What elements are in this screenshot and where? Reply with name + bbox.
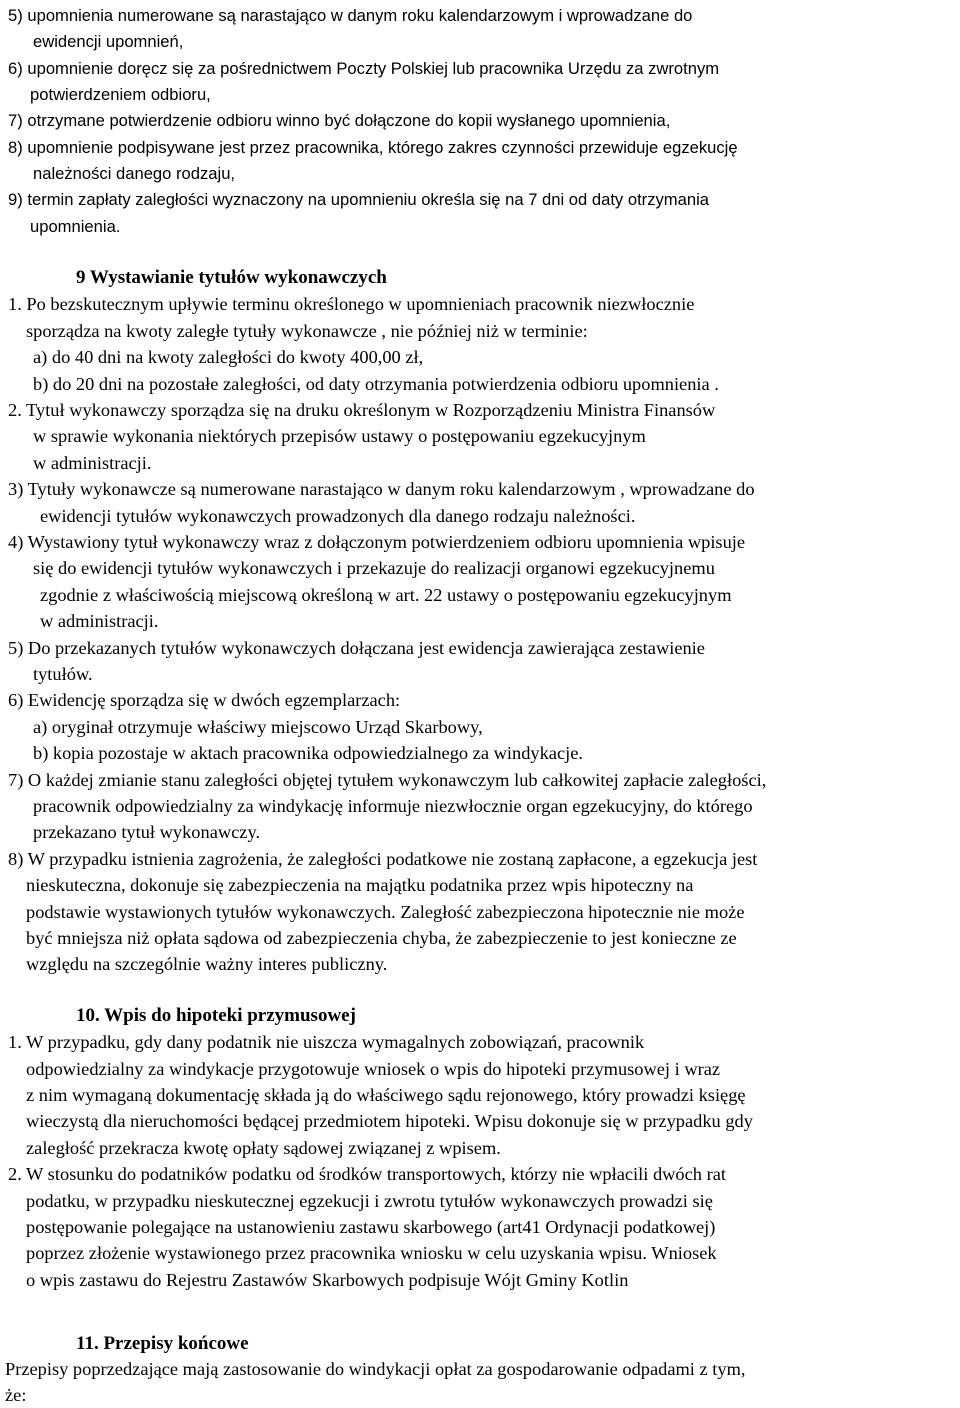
text-line: ewidencji upomnień, bbox=[33, 32, 184, 51]
text-line: względu na szczególnie ważny interes publiczny. bbox=[26, 954, 388, 974]
text-line: Przepisy poprzedzające mają zastosowanie do windykacji opłat za gospodarowanie odpadami z tym, bbox=[5, 1359, 746, 1379]
text-line: przekazano tytuł wykonawczy. bbox=[33, 822, 261, 842]
text-line: należności danego rodzaju, bbox=[33, 164, 236, 183]
text-line: a) oryginał otrzymuje właściwy miejscowo Urząd Skarbowy, bbox=[33, 717, 483, 737]
text-line: sporządza na kwoty zaległe tytuły wykonawcze , nie później niż w terminie: bbox=[26, 321, 588, 341]
text-line: 6) Ewidencję sporządza się w dwóch egzemplarzach: bbox=[8, 690, 401, 710]
text-line: w sprawie wykonania niektórych przepisów ustawy o postępowaniu egzekucyjnym bbox=[33, 426, 646, 446]
text-line: 2. Tytuł wykonawczy sporządza się na druku określonym w Rozporządzeniu Ministra Finansów bbox=[8, 400, 716, 420]
text-line: 7) otrzymane potwierdzenie odbioru winno być dołączone do kopii wysłanego upomnienia, bbox=[8, 111, 671, 130]
text-line: a) do 40 dni na kwoty zaległości do kwoty 400,00 zł, bbox=[33, 347, 424, 367]
text-line: tytułów. bbox=[33, 664, 93, 684]
text-line: być mniejsza niż opłata sądowa od zabezpieczenia chyba, że zabezpieczenie to jest konieczne ze bbox=[26, 928, 737, 948]
text-line: postępowanie polegające na ustanowieniu zastawu skarbowego (art41 Ordynacji podatkowej) bbox=[26, 1217, 716, 1237]
text-line: upomnienia. bbox=[30, 217, 121, 236]
text-line: 1. Po bezskutecznym upływie terminu określonego w upomnieniach pracownik niezwłocznie bbox=[8, 294, 695, 314]
text-line: wieczystą dla nieruchomości będącej przedmiotem hipoteki. Wpisu dokonuje się w przypadku gdy bbox=[26, 1111, 753, 1131]
text-line: że: bbox=[5, 1385, 27, 1405]
text-line: potwierdzeniem odbioru, bbox=[30, 85, 211, 104]
text-line: ewidencji tytułów wykonawczych prowadzonych dla danego rodzaju należności. bbox=[40, 506, 636, 526]
text-line: podatku, w przypadku nieskutecznej egzekucji i zwrotu tytułów wykonawczych prowadzi się bbox=[26, 1191, 713, 1211]
text-line: pracownik odpowiedzialny za windykację informuje niezwłocznie organ egzekucyjny, do którego bbox=[33, 796, 753, 816]
text-line: 4) Wystawiony tytuł wykonawczy wraz z dołączonym potwierdzeniem odbioru upomnienia wpisuje bbox=[8, 532, 746, 552]
text-line: zaległość przekracza kwotę opłaty sądowej związanej z wpisem. bbox=[26, 1138, 501, 1158]
section-heading: 10. Wpis do hipoteki przymusowej bbox=[76, 1005, 356, 1026]
text-line: 8) upomnienie podpisywane jest przez pracownika, którego zakres czynności przewiduje egzekucję bbox=[8, 138, 738, 157]
text-line: 1. W przypadku, gdy dany podatnik nie uiszcza wymagalnych zobowiązań, pracownik bbox=[8, 1032, 645, 1052]
section-heading: 11. Przepisy końcowe bbox=[76, 1333, 249, 1354]
text-line: się do ewidencji tytułów wykonawczych i przekazuje do realizacji organowi egzekucyjnemu bbox=[33, 558, 715, 578]
section-heading: 9 Wystawianie tytułów wykonawczych bbox=[76, 267, 387, 288]
text-line: w administracji. bbox=[40, 611, 159, 631]
text-line: 8) W przypadku istnienia zagrożenia, że zaległości podatkowe nie zostaną zapłacone, a egzekucja jest bbox=[8, 849, 758, 869]
text-line: 5) upomnienia numerowane są narastająco w danym roku kalendarzowym i wprowadzane do bbox=[8, 6, 693, 25]
text-line: o wpis zastawu do Rejestru Zastawów Skarbowych podpisuje Wójt Gminy Kotlin bbox=[26, 1270, 629, 1290]
text-line: z nim wymaganą dokumentację składa ją do właściwego sądu rejonowego, który prowadzi księgę bbox=[26, 1085, 746, 1105]
text-line: b) do 20 dni na pozostałe zaległości, od daty otrzymania potwierdzenia odbioru upomnienia . bbox=[33, 374, 719, 394]
text-line: 3) Tytuły wykonawcze są numerowane narastająco w danym roku kalendarzowym , wprowadzane do bbox=[8, 479, 755, 499]
text-line: 2. W stosunku do podatników podatku od środków transportowych, którzy nie wpłacili dwóch rat bbox=[8, 1164, 726, 1184]
text-line: b) kopia pozostaje w aktach pracownika odpowiedzialnego za windykacje. bbox=[33, 743, 583, 763]
text-line: 6) upomnienie doręcz się za pośrednictwem Poczty Polskiej lub pracownika Urzędu za zwrotnym bbox=[8, 59, 720, 78]
text-line: zgodnie z właściwością miejscową określoną w art. 22 ustawy o postępowaniu egzekucyjnym bbox=[40, 585, 732, 605]
text-line: podstawie wystawionych tytułów wykonawczych. Zaległość zabezpieczona hipotecznie nie może bbox=[26, 902, 745, 922]
text-line: nieskuteczna, dokonuje się zabezpieczenia na majątku podatnika przez wpis hipoteczny na bbox=[26, 875, 694, 895]
text-line: odpowiedzialny za windykacje przygotowuje wniosek o wpis do hipoteki przymusowej i wraz bbox=[26, 1059, 721, 1079]
text-line: w administracji. bbox=[33, 453, 152, 473]
text-line: 5) Do przekazanych tytułów wykonawczych dołączana jest ewidencja zawierająca zestawienie bbox=[8, 638, 705, 658]
text-line: 9) termin zapłaty zaległości wyznaczony na upomnieniu określa się na 7 dni od daty otrzymania bbox=[8, 190, 709, 209]
text-line: poprzez złożenie wystawionego przez pracownika wniosku w celu uzyskania wpisu. Wniosek bbox=[26, 1243, 717, 1263]
text-line: 7) O każdej zmianie stanu zaległości objętej tytułem wykonawczym lub całkowitej zapłacie zaległości, bbox=[8, 770, 767, 790]
